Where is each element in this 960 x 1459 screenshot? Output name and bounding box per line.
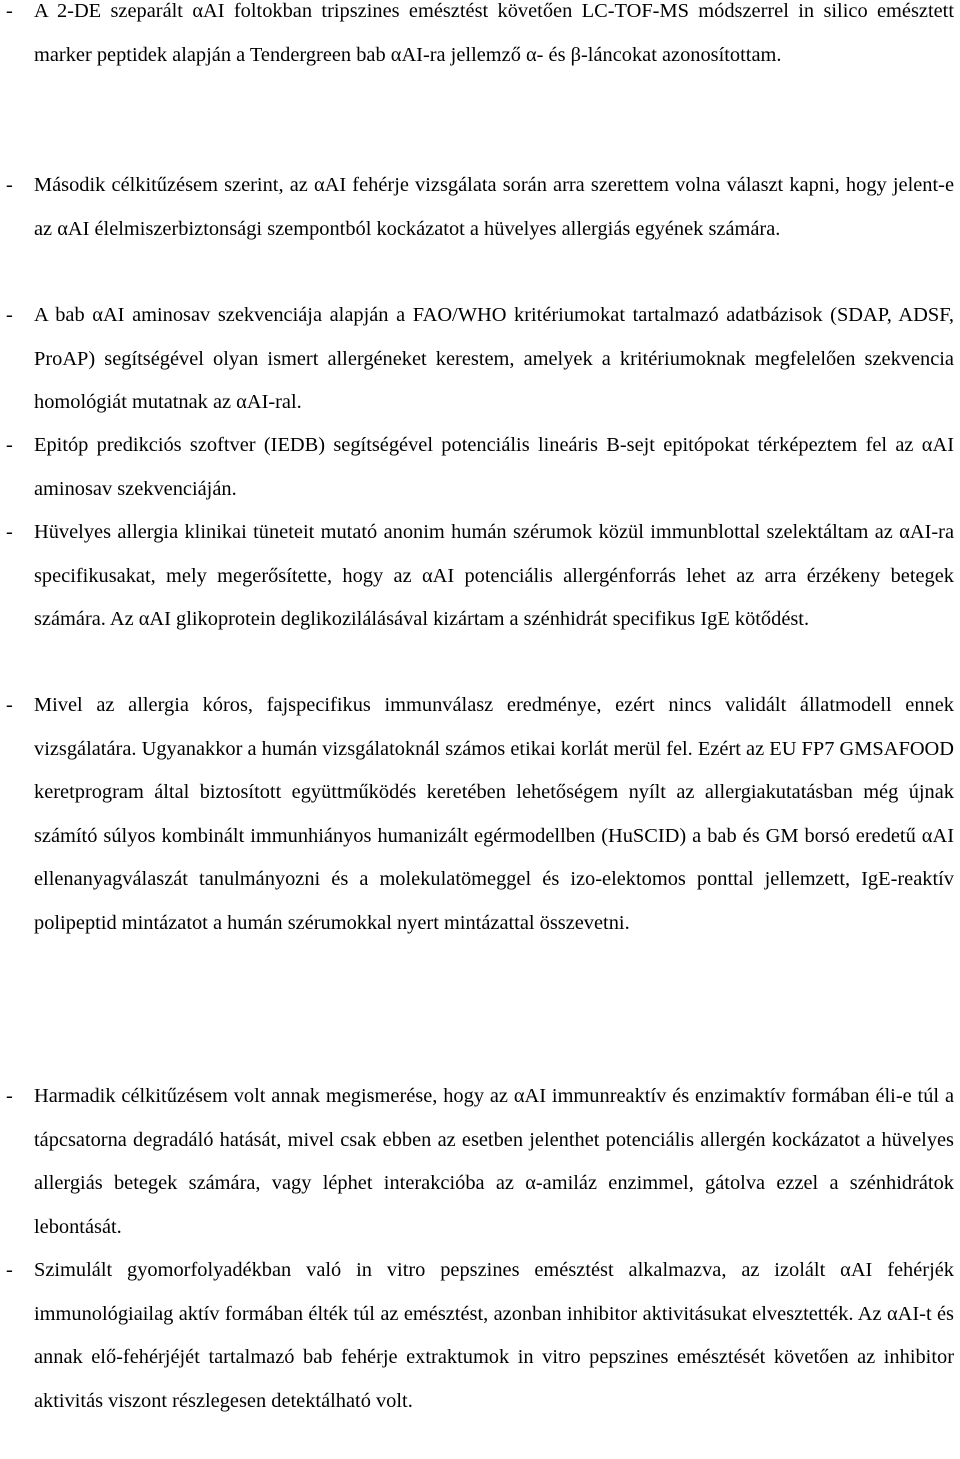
bullet-dash: - [6, 694, 13, 716]
paragraph-text: Szimulált gyomorfolyadékban való in vitro pepszines emésztést alkalmazva, az izolált αAI fehérjék immunológiailag aktív formában élték túl az emésztést, azonban inhibitor aktivitásukat elvesztették. Az αAI-t és annak elő-fehérjéjét tartalmazó bab fehérje extraktumok in vitro pepszines emésztését követően az inhibitor aktivitás viszont részlegesen detektálható volt. [34, 1259, 954, 1412]
bullet-dash: - [6, 1259, 13, 1281]
list-item [6, 1249, 954, 1423]
paragraph-text: Epitóp predikciós szoftver (IEDB) segítségével potenciális lineáris B-sejt epitópokat térképeztem fel az αAI aminosav szekvenciáján. [34, 434, 954, 500]
paragraph-text: A bab αAI aminosav szekvenciája alapján a FAO/WHO kritériumokat tartalmazó adatbázisok (SDAP, ADSF, ProAP) segítségével olyan ismert allergéneket kerestem, amelyek a kritériumoknak megfelelően szekvencia homológiát mutatnak az αAI-ral. [34, 304, 954, 414]
paragraph-text: Hüvelyes allergia klinikai tüneteit mutató anonim humán szérumok közül immunblottal szelektáltam az αAI-ra specifikusakat, mely megerősítette, hogy az αAI potenciális allergénforrás lehet az arra érzékeny betegek számára. Az αAI glikoprotein deglikozilálásával kizártam a szénhidrát specifikus IgE kötődést. [34, 521, 954, 631]
list-item [6, 511, 954, 642]
bullet-dash: - [6, 304, 13, 326]
list-item [6, 424, 954, 511]
bullet-dash: - [6, 0, 13, 22]
list-item [6, 164, 954, 251]
list-item [6, 294, 954, 425]
paragraph-text: A 2-DE szeparált αAI foltokban tripszines emésztést követően LC-TOF-MS módszerrel in silico emésztett marker peptidek alapján a Tendergreen bab αAI-ra jellemző α- és β-láncokat azonosítottam. [34, 0, 954, 66]
bullet-dash: - [6, 174, 13, 196]
list-item [6, 1075, 954, 1249]
paragraph-text: Második célkitűzésem szerint, az αAI fehérje vizsgálata során arra szerettem volna választ kapni, hogy jelent-e az αAI élelmiszerbiztonsági szempontból kockázatot a hüvelyes allergiás egyének számára. [34, 174, 954, 240]
bullet-dash: - [6, 521, 13, 543]
list-item [6, 0, 954, 77]
bullet-dash: - [6, 434, 13, 456]
bullet-dash: - [6, 1085, 13, 1107]
paragraph-text: Harmadik célkitűzésem volt annak megismerése, hogy az αAI immunreaktív és enzimaktív formában éli-e túl a tápcsatorna degradáló hatását, mivel csak ebben az esetben jelenthet potenciális allergén kockázatot a hüvelyes allergiás betegek számára, vagy léphet interakcióba az α-amiláz enzimmel, gátolva ezzel a szénhidrátok lebontását. [34, 1085, 954, 1238]
list-item [6, 684, 954, 946]
paragraph-text: Mivel az allergia kóros, fajspecifikus immunválasz eredménye, ezért nincs validált állatmodell ennek vizsgálatára. Ugyanakkor a humán vizsgálatoknál számos etikai korlát merül fel. Ezért az EU FP7 GMSAFOOD keretprogram által biztosított együttműködés keretében lehetőségem nyílt az allergiakutatásban még újnak számító súlyos kombinált immunhiányos humanizált egérmodellben (HuSCID) a bab és GM borsó eredetű αAI ellenanyagválaszát tanulmányozni és a molekulatömeggel és izo-elektomos ponttal jellemzett, IgE-reaktív polipeptid mintázatot a humán szérumokkal nyert mintázattal összevetni. [34, 694, 954, 934]
